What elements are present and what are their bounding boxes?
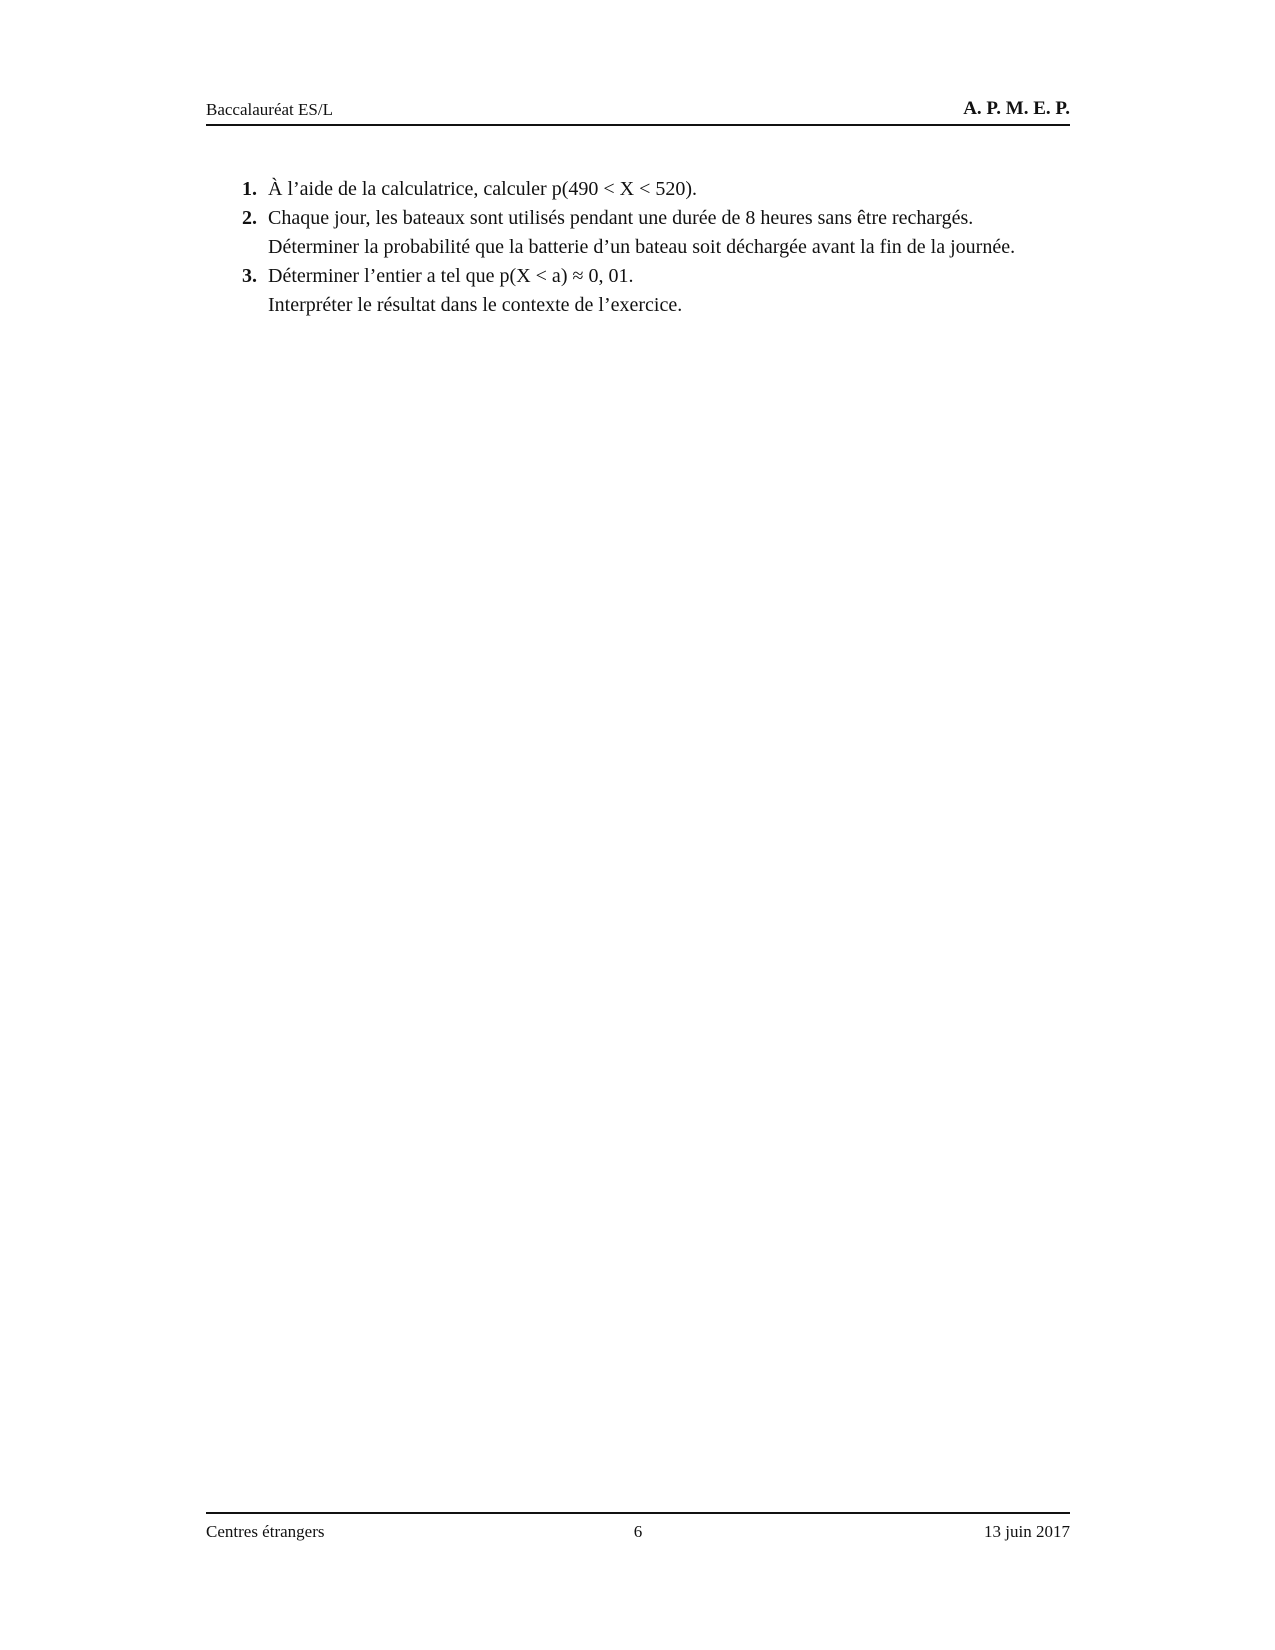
question-2 [206,204,1070,262]
question-text: À l’aide de la calculatrice, calculer p(490 < X < 520). [268,178,698,200]
footer-date: 13 juin 2017 [984,1522,1070,1541]
header-exam-title: Baccalauréat ES/L [206,100,333,119]
page-footer [206,1512,1070,1544]
page-number: 6 [633,1522,643,1541]
question-text: Déterminer l’entier a tel que p(X < a) ≈ 0, 01. [268,265,634,287]
question-text: Interpréter le résultat dans le contexte de l’exercice. [268,294,683,316]
question-number: 1. [242,178,257,200]
footer-exam-center: Centres étrangers [206,1522,325,1541]
exercise-questions [206,175,1070,320]
question-3 [206,262,1070,320]
question-text: Déterminer la probabilité que la batterie d’un bateau soit déchargée avant la fin de la journée. [268,236,1016,258]
header-publisher: A. P. M. E. P. [963,98,1070,119]
question-1 [206,175,1070,204]
question-text: Chaque jour, les bateaux sont utilisés pendant une durée de 8 heures sans être rechargés. [268,207,974,229]
page-header [206,98,1070,126]
question-number: 3. [242,265,257,287]
question-number: 2. [242,207,257,229]
